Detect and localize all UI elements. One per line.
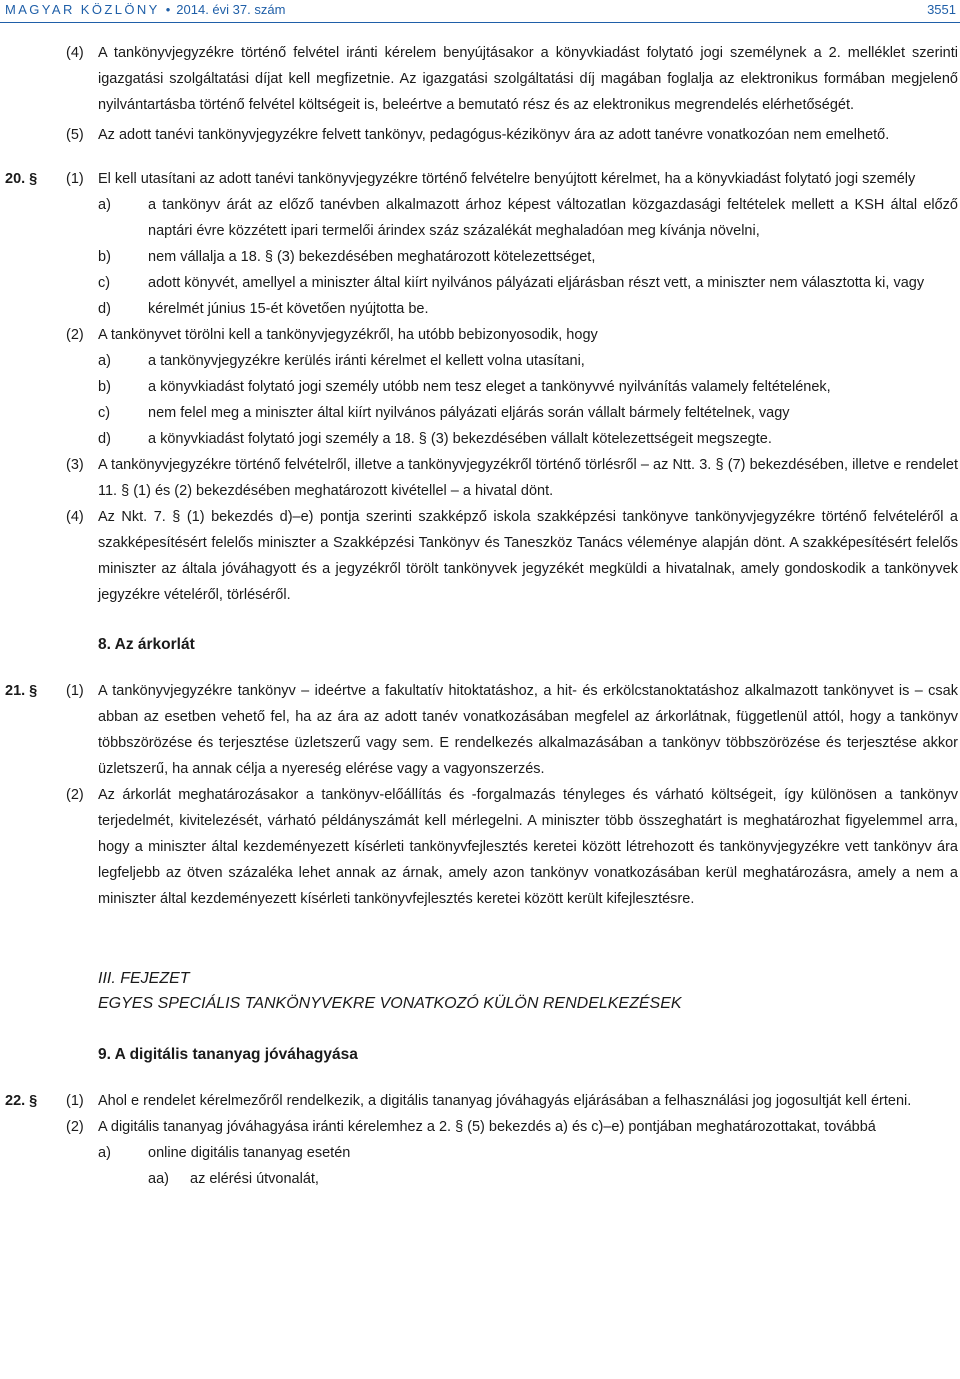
item-label: b) [98, 379, 111, 395]
section-21-para-1 [0, 678, 960, 782]
paragraph-text: Az árkorlát meghatározásakor a tankönyv-előállítás és -forgalmazás tényleges és várható költségeit, így különösen a tankönyv terjedelmét, kivitelezését, várható példányszámát kell mérlegelni. A miniszter több összeghatárt is meghatározhat figyelemmel arra, hogy a miniszter által kezdeményezett kísérleti tankönyvfejlesztés keretei között létrehozott és tankönyvjegyzékre vett tankönyv ára legfeljebb az ötven százaléka lehet annak az árnak, amely azon tankönyv vonatkozásában kerül meghatározásra, amely a nem a miniszter által kezdeményezett kísérleti tankönyvfejlesztés keretei között került kifejlesztésre. [98, 787, 958, 907]
item-text: adott könyvét, amellyel a miniszter által kiírt nyilvános pályázati eljárásban részt vett, a miniszter nem választotta ki, vagy [148, 275, 925, 291]
paragraph-text: A tankönyvjegyzékre történő felvétel iránti kérelem benyújtásakor a könyvkiadást folytató jogi személynek a 2. melléklet szerinti igazgatási szolgáltatási díjat kell megfizetnie. Az igazgatási szolgáltatási díj magában foglalja az elektronikus formában megjelenő nyilvántartásba történő felvétel költségeit is, beleértve a bemutató rész és az elektronikus megrendelés elérhetőségét. [98, 45, 958, 113]
item-label: d) [98, 301, 111, 317]
list-item [0, 244, 960, 270]
item-label: a) [98, 197, 111, 213]
list-item [0, 192, 960, 244]
paragraph-number: (5) [66, 127, 84, 143]
publication-name: MAGYAR KÖZLÖNY [5, 2, 160, 17]
list-item [0, 270, 960, 296]
section-number: 22. § [5, 1093, 38, 1109]
paragraph-text: El kell utasítani az adott tanévi tankönyvjegyzékre történő felvételre benyújtott kérelmet, ha a könyvkiadást folytató jogi személy [98, 171, 916, 187]
paragraph-text: Az Nkt. 7. § (1) bekezdés d)–e) pontja szerinti szakképző iskola szakképzési tankönyve tankönyvjegyzékre történő felvételéről a szakképesítésért felelős miniszter a Szakképzési Tankönyv és Taneszköz Tanács véleménye alapján dönt. A szakképesítésért felelős miniszter az általa jóváhagyott és a jegyzékről törölt tankönyvek jegyzékét megküldi a hivatalnak, amely gondoskodik a tankönyvek jegyzékre vételéről, törléséről. [98, 509, 958, 603]
paragraph-text: Az adott tanévi tankönyvjegyzékre felvett tankönyv, pedagógus-kézikönyv ára az adott tanévre vonatkozóan nem emelhető. [98, 127, 890, 143]
subitem-text: az elérési útvonalát, [190, 1171, 319, 1187]
page-number: 3551 [927, 2, 956, 17]
item-text: kérelmét június 15-ét követően nyújtotta be. [148, 301, 429, 317]
list-subitem [0, 1166, 960, 1192]
section-20-para-2 [0, 322, 960, 348]
item-text: a könyvkiadást folytató jogi személy a 18. § (3) bekezdésében vállalt kötelezettségeit megszegte. [148, 431, 772, 447]
list-item [0, 374, 960, 400]
section-20-para-4 [0, 504, 960, 608]
paragraph-number: (2) [66, 787, 84, 803]
section-number: 21. § [5, 683, 38, 699]
paragraph-number: (2) [66, 327, 84, 343]
paragraph-text: Ahol e rendelet kérelmezőről rendelkezik, a digitális tananyag jóváhagyás eljárásában a felhasználási jog jogosultját kell érteni. [98, 1093, 912, 1109]
item-text: a tankönyv árát az előző tanévben alkalmazott árhoz képest változatlan közgazdasági feltételek mellett a KSH által előző naptári évre közzétett ipari termelői árindex száz százalékát meghaladóan meg kívánja növelni, [148, 197, 958, 239]
paragraph-text: A tankönyvjegyzékre történő felvételről, illetve a tankönyvjegyzékről történő törlésről – az Ntt. 3. § (7) bekezdésében, illetve e rendelet 11. § (1) és (2) bekezdésében meghatározott kivétellel – a hivatal dönt. [98, 457, 958, 499]
subtitle-heading: 9. A digitális tananyag jóváhagyása [98, 1046, 358, 1063]
header-separator: • [165, 2, 171, 17]
item-text: online digitális tananyag esetén [148, 1145, 351, 1161]
item-label: d) [98, 431, 111, 447]
header-publication-line [5, 2, 285, 17]
paragraph-number: (1) [66, 1093, 84, 1109]
section-21-para-2 [0, 782, 960, 912]
paragraph-number: (1) [66, 683, 84, 699]
list-item [0, 426, 960, 452]
paragraph-19-4 [0, 40, 960, 118]
header-rule [0, 22, 960, 23]
page-header [0, 0, 960, 22]
item-label: a) [98, 1145, 111, 1161]
list-item [0, 296, 960, 322]
subtitle-heading: 8. Az árkorlát [98, 636, 195, 653]
item-text: nem felel meg a miniszter által kiírt nyilvános pályázati eljárás során vállalt bármely feltételnek, vagy [148, 405, 790, 421]
issue-info: 2014. évi 37. szám [176, 2, 286, 17]
item-label: b) [98, 249, 111, 265]
document-body [0, 40, 960, 1192]
item-label: a) [98, 353, 111, 369]
section-22-para-1 [0, 1088, 960, 1114]
section-22-para-2 [0, 1114, 960, 1140]
paragraph-number: (4) [66, 45, 84, 61]
paragraph-19-5 [0, 122, 960, 148]
item-text: a tankönyvjegyzékre kerülés iránti kérelmet el kellett volna utasítani, [148, 353, 585, 369]
paragraph-text: A tankönyvet törölni kell a tankönyvjegyzékről, ha utóbb bebizonyosodik, hogy [98, 327, 598, 343]
paragraph-number: (1) [66, 171, 84, 187]
section-20-para-1 [0, 166, 960, 192]
paragraph-text: A tankönyvjegyzékre tankönyv – ideértve a fakultatív hitoktatáshoz, a hit- és erkölcstanoktatáshoz alkalmazott tankönyvet is – csak abban az esetben vehető fel, ha az ára az adott tanév vonatkozásában megfelel az árkorlátnak, függetlenül attól, hogy a tankönyv többszörözése és terjesztése üzletszerű vagy sem. E rendelkezés alkalmazásában a tankönyv többszörözése és terjesztése akkor üzletszerű, ha annak célja a nyereség elérése vagy a vagyonszerzés. [98, 683, 958, 777]
paragraph-text: A digitális tananyag jóváhagyása iránti kérelemhez a 2. § (5) bekezdés a) és c)–e) pontjában meghatározottakat, továbbá [98, 1119, 876, 1135]
item-label: c) [98, 405, 111, 421]
paragraph-number: (3) [66, 457, 84, 473]
list-item [0, 1140, 960, 1166]
chapter-number: III. FEJEZET [98, 970, 190, 987]
list-item [0, 348, 960, 374]
item-text: a könyvkiadást folytató jogi személy utóbb nem tesz eleget a tankönyvvé nyilvánítás valamely feltételének, [148, 379, 831, 395]
paragraph-number: (4) [66, 509, 84, 525]
subitem-label: aa) [148, 1171, 169, 1187]
chapter-title: EGYES SPECIÁLIS TANKÖNYVEKRE VONATKOZÓ KÜLÖN RENDELKEZÉSEK [98, 995, 682, 1012]
paragraph-number: (2) [66, 1119, 84, 1135]
section-number: 20. § [5, 171, 38, 187]
list-item [0, 400, 960, 426]
item-text: nem vállalja a 18. § (3) bekezdésében meghatározott kötelezettséget, [148, 249, 596, 265]
item-label: c) [98, 275, 111, 291]
section-20-para-3 [0, 452, 960, 504]
